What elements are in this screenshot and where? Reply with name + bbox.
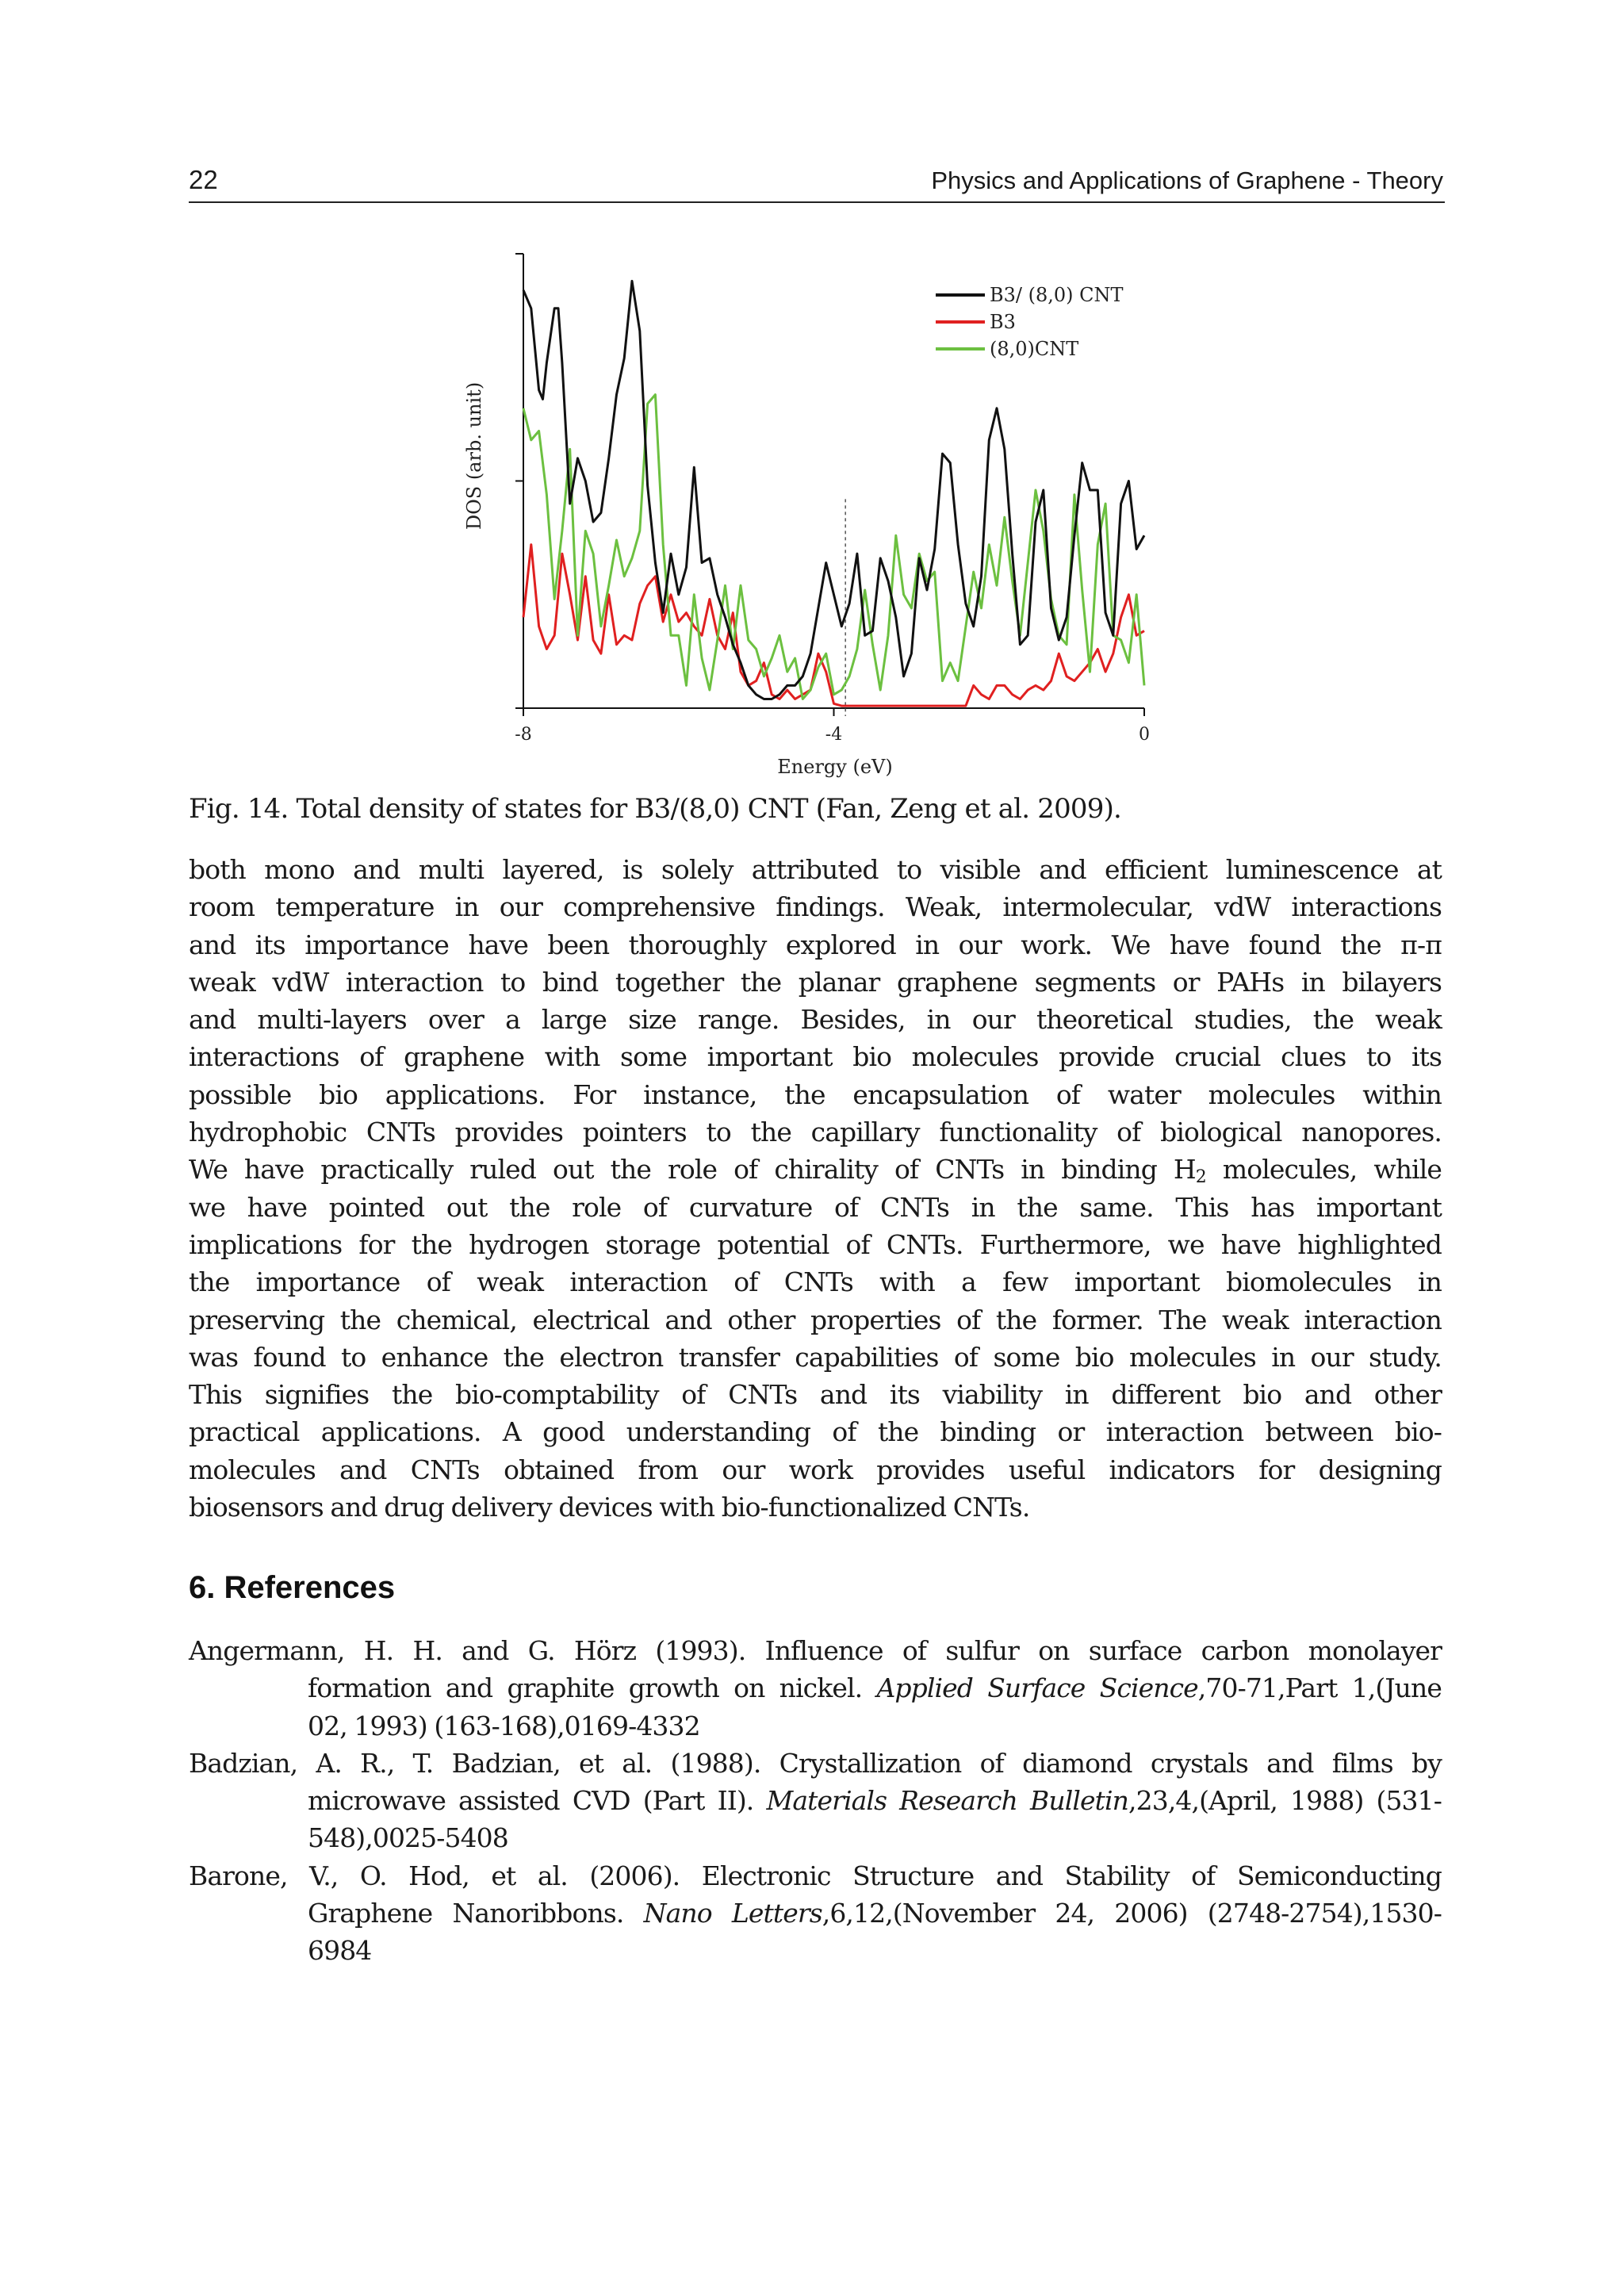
subscript: 2 [1195,1167,1206,1188]
body-line: weak vdW interaction to bind together the planar graphene segments or PAHs in bilayers [189,966,1442,998]
reference-entry [189,1745,1442,1857]
legend-label: B3/ (8,0) CNT [990,284,1124,306]
reference-line: microwave assisted CVD (Part II). Materials Research Bulletin,23,4,(April, 1988) (531- [308,1785,1442,1817]
x-tick-label: -8 [515,725,532,745]
x-tick-label: -4 [825,725,843,745]
body-line: we have pointed out the role of curvature of CNTs in the same. This has important [189,1191,1442,1223]
reference-entry [189,1857,1442,1970]
series-line-2 [523,395,1144,699]
reference-entry [189,1632,1442,1745]
legend-label: B3 [990,311,1016,333]
reference-line: 548),0025-5408 [308,1822,508,1854]
page-number: 22 [189,165,218,194]
x-tick-label: 0 [1139,725,1150,745]
reference-line: Barone, V., O. Hod, et al. (2006). Electronic Structure and Stability of Semiconducting [189,1860,1442,1891]
body-line: preserving the chemical, electrical and other properties of the former. The weak interaction [189,1304,1442,1335]
body-line: practical applications. A good understanding of the binding or interaction between bio- [189,1416,1442,1448]
running-title: Physics and Applications of Graphene - Theory [931,167,1443,194]
reference-line: Graphene Nanoribbons. Nano Letters,6,12,(November 24, 2006) (2748-2754),1530- [308,1898,1442,1929]
reference-line: 6984 [308,1935,372,1967]
reference-line: formation and graphite growth on nickel. Applied Surface Science,70-71,Part 1,(June [308,1672,1442,1704]
y-axis-label: DOS (arb. unit) [463,381,485,531]
body-line: This signifies the bio-comptability of CNTs and its viability in different bio and other [189,1379,1442,1411]
body-line: and multi-layers over a large size range. Besides, in our theoretical studies, the weak [189,1004,1442,1036]
journal-name: Applied Surface Science [876,1672,1198,1704]
series-line-1 [523,545,1144,706]
body-line: room temperature in our comprehensive findings. Weak, intermolecular, vdW interactions [189,891,1442,923]
journal-name: Nano Letters [643,1898,822,1929]
body-line [189,1151,1442,1188]
dos-figure [444,246,1174,785]
dos-chart [444,246,1174,785]
body-line-part: molecules, while [1205,1154,1442,1186]
body-line: both mono and multi layered, is solely attributed to visible and efficient luminescence at [189,854,1442,885]
body-line: was found to enhance the electron transfer capabilities of some bio molecules in our study. [189,1341,1442,1373]
body-line: possible bio applications. For instance, the encapsulation of water molecules within [189,1078,1442,1110]
references-list [189,1632,1442,1970]
body-line: the importance of weak interaction of CNTs with a few important biomolecules in [189,1266,1442,1298]
figure-caption: Fig. 14. Total density of states for B3/(8,0) CNT (Fan, Zeng et al. 2009). [189,793,1122,825]
legend-label: (8,0)CNT [990,338,1079,360]
journal-name: Materials Research Bulletin [766,1785,1129,1817]
reference-line: Badzian, A. R., T. Badzian, et al. (1988). Crystallization of diamond crystals and films by [189,1747,1442,1779]
body-line: hydrophobic CNTs provides pointers to the capillary functionality of biological nanopores. [189,1117,1442,1148]
references-heading: 6. References [189,1570,396,1605]
body-line-part: We have practically ruled out the role of chirality of CNTs in binding H [189,1154,1196,1186]
page-header [189,162,1445,203]
reference-line: Angermann, H. H. and G. Hörz (1993). Influence of sulfur on surface carbon monolayer [189,1635,1442,1666]
reference-line: 02, 1993) (163-168),0169-4332 [308,1710,700,1741]
body-line: interactions of graphene with some important bio molecules provide crucial clues to its [189,1041,1442,1073]
body-line: implications for the hydrogen storage potential of CNTs. Furthermore, we have highlighted [189,1228,1442,1260]
body-line: molecules and CNTs obtained from our work provides useful indicators for designing [189,1454,1442,1485]
body-line: biosensors and drug delivery devices with bio-functionalized CNTs. [189,1492,1030,1523]
body-line: and its importance have been thoroughly explored in our work. We have found the π-π [189,929,1442,960]
chart-legend [936,284,1124,360]
body-paragraph [189,851,1442,1526]
x-axis-label: Energy (eV) [777,756,893,778]
